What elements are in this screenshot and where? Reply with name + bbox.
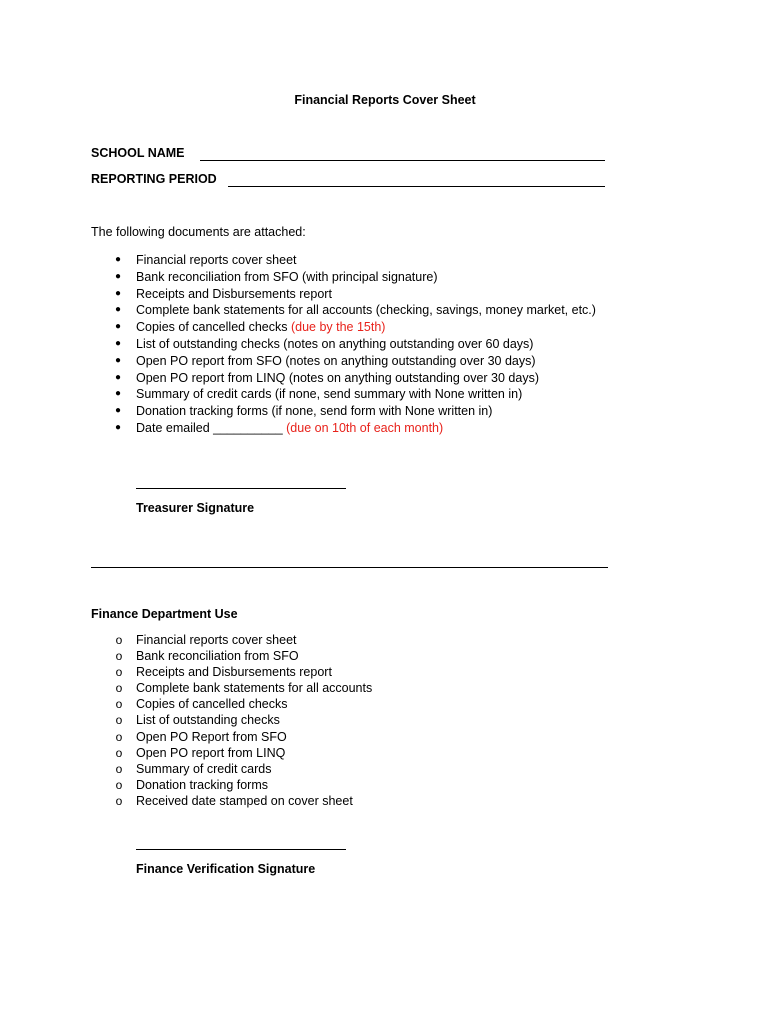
bullet-icon: ● [114, 354, 122, 366]
circle-bullet-icon: o [115, 761, 123, 776]
circle-bullet-icon: o [115, 793, 123, 808]
school-name-field[interactable] [200, 160, 605, 161]
circle-bullet-icon: o [115, 681, 123, 696]
checklist-item: o Receipts and Disbursements report [91, 664, 372, 680]
bullet-icon: ● [114, 405, 122, 417]
treasurer-signature-label: Treasurer Signature [136, 501, 255, 515]
checklist-item: o Financial reports cover sheet [91, 632, 372, 648]
reporting-period-field[interactable] [228, 186, 605, 187]
list-item: ● Open PO report from SFO (notes on anything outstanding over 30 days) [91, 353, 596, 370]
bullet-icon: ● [114, 421, 122, 433]
attached-documents-list [91, 252, 596, 437]
list-item: ● Financial reports cover sheet [91, 252, 596, 269]
bullet-icon: ● [114, 270, 122, 282]
bullet-icon: ● [114, 337, 122, 349]
list-item: ● Summary of credit cards (if none, send summary with None written in) [91, 386, 596, 403]
checklist-item: o Received date stamped on cover sheet [91, 793, 372, 809]
finance-checklist [91, 632, 372, 809]
finance-signature-label: Finance Verification Signature [136, 862, 316, 876]
list-item: ● Complete bank statements for all accounts (checking, savings, money market, etc.) [91, 302, 596, 319]
circle-bullet-icon: o [115, 729, 123, 744]
bullet-icon: ● [114, 304, 122, 316]
circle-bullet-icon: o [115, 633, 123, 647]
checklist-item: o Open PO report from LINQ [91, 745, 372, 761]
list-item: ● Open PO report from LINQ (notes on anything outstanding over 30 days) [91, 370, 596, 387]
finance-signature-line[interactable] [136, 849, 346, 850]
list-item: ● List of outstanding checks (notes on anything outstanding over 60 days) [91, 336, 596, 353]
section-divider [91, 567, 608, 568]
bullet-icon: ● [114, 388, 122, 400]
list-item: ● Copies of cancelled checks (due by the 15th) [91, 319, 596, 336]
circle-bullet-icon: o [115, 777, 123, 792]
page-title: Financial Reports Cover Sheet [294, 93, 476, 107]
treasurer-signature-line[interactable] [136, 488, 346, 489]
bullet-icon: ● [114, 321, 122, 333]
due-note: (due by the 15th) [290, 320, 386, 335]
bullet-icon: ● [114, 287, 122, 299]
checklist-item: o Open PO Report from SFO [91, 729, 372, 745]
checklist-item: o Summary of credit cards [91, 761, 372, 777]
checklist-item: o Copies of cancelled checks [91, 696, 372, 712]
due-note: (due on 10th of each month) [286, 420, 444, 435]
list-item: ● Receipts and Disbursements report [91, 286, 596, 303]
list-item: ● Bank reconciliation from SFO (with principal signature) [91, 269, 596, 286]
checklist-item: o Complete bank statements for all accounts [91, 680, 372, 696]
circle-bullet-icon: o [115, 713, 123, 728]
reporting-period-label: REPORTING PERIOD [91, 172, 217, 186]
bullet-icon: ● [114, 371, 122, 383]
school-name-label: SCHOOL NAME [91, 146, 185, 160]
circle-bullet-icon: o [115, 649, 123, 664]
bullet-icon: ● [114, 254, 122, 265]
circle-bullet-icon: o [115, 665, 123, 680]
circle-bullet-icon: o [115, 697, 123, 712]
checklist-item: o Bank reconciliation from SFO [91, 648, 372, 664]
checklist-item: o List of outstanding checks [91, 712, 372, 728]
circle-bullet-icon: o [115, 745, 123, 760]
finance-department-heading: Finance Department Use [91, 607, 238, 621]
list-item: ● Donation tracking forms (if none, send form with None written in) [91, 403, 596, 420]
checklist-item: o Donation tracking forms [91, 777, 372, 793]
list-item: ● Date emailed __________ (due on 10th of each month) [91, 420, 596, 437]
documents-intro: The following documents are attached: [91, 225, 306, 239]
